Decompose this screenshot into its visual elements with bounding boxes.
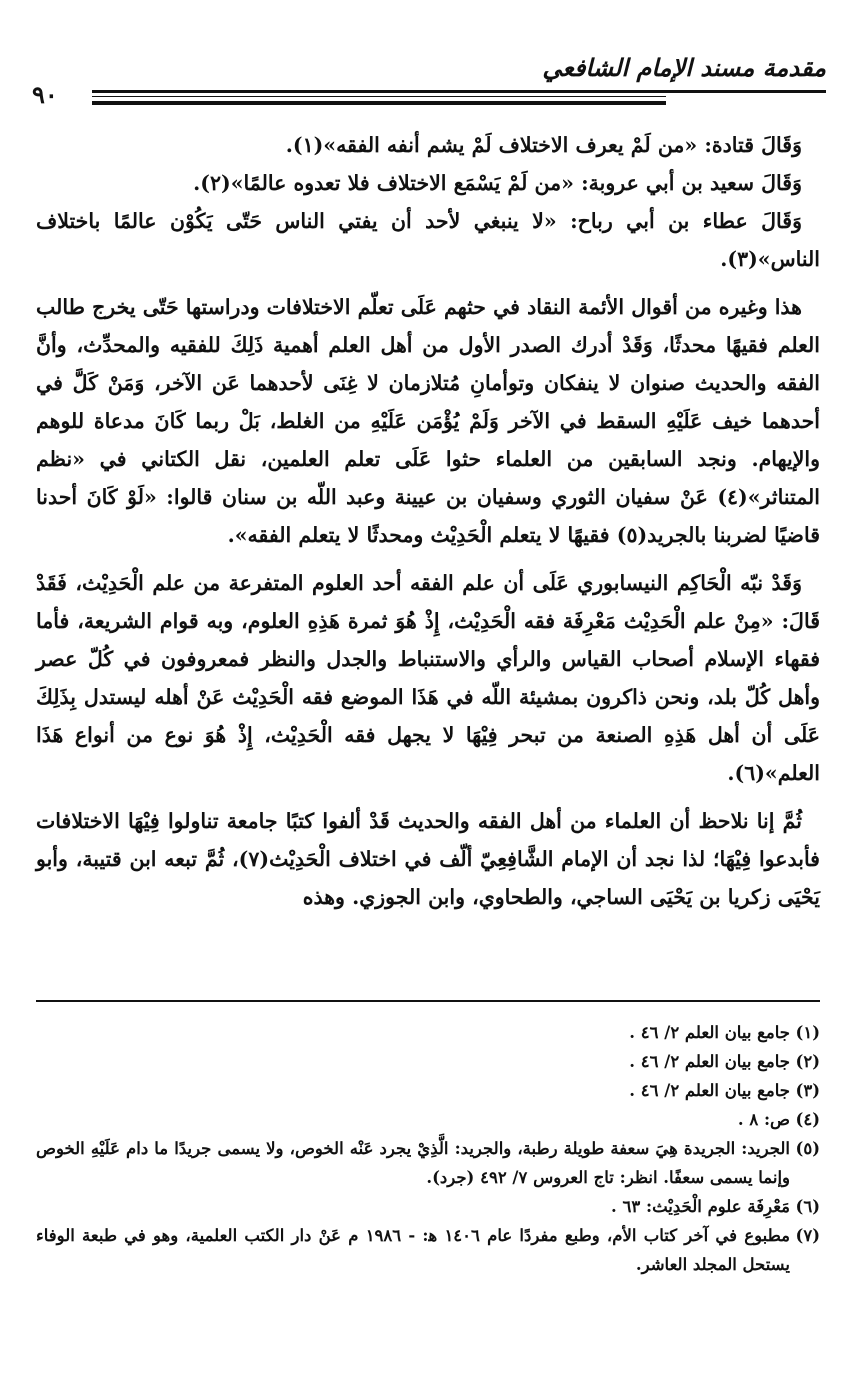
footnote-number: (٧) xyxy=(795,1226,820,1245)
body-paragraph: وَقَالَ قتادة: «من لَمْ يعرف الاختلاف لَمْ يشم أنفه الفقه»(١). xyxy=(285,133,802,157)
running-header-title: مقدمة مسند الإمام الشافعي xyxy=(542,53,826,82)
footnote xyxy=(36,1047,820,1076)
body-paragraph: وَقَالَ عطاء بن أبي رباح: «لا ينبغي لأحد أن يفتي الناس حَتّى يَكُوْن عالمًا باختلاف الناس»(٣). xyxy=(36,209,820,271)
footnote xyxy=(36,1192,820,1221)
footnote-number: (٦) xyxy=(795,1197,820,1216)
footnote-number: (٢) xyxy=(795,1052,820,1071)
header-rule-thick xyxy=(92,101,666,105)
body-paragraph: وَقَدْ نبّه الْحَاكِم النيسابوري عَلَى أن علم الفقه أحد العلوم المتفرعة من علم الْحَدِيْث، فَقَدْ قَالَ: «مِنْ علم الْحَدِيْث مَعْرِفَة فقه الْحَدِيْث، إِذْ هُوَ ثمرة هَذِهِ العلوم، وبه قوام الشريعة، فأما فقهاء الإسلام أصحاب القياس والرأي والاستنباط والجدل والنظر فمعروفون في كُلّ عصر وأهل كُلّ بلد، ونحن ذاكرون بمشيئة اللّه في هَذَا الموضع فقه الْحَدِيْث عَنْ أهله ليستدل بِذَلِكَ عَلَى أن أهل هَذِهِ الصنعة من تبحر فِيْهَا لا يجهل فقه الْحَدِيْث، إِذْ هُوَ نوع من أنواع هَذَا العلم»(٦). xyxy=(36,571,820,785)
footnote-text: جامع بيان العلم ٢/ ٤٦ . xyxy=(629,1023,790,1042)
footnote-text: جامع بيان العلم ٢/ ٤٦ . xyxy=(629,1052,790,1071)
page-number: ٩٠ xyxy=(32,80,58,109)
footnote-text: الجريد: الجريدة هِيَ سعفة طويلة رطبة، والجريد: الَّذِيْ يجرد عَنْه الخوص، ولا يسمى جريدًا ما دام عَلَيْهِ الخوص وإنما يسمى سعفًا. انظر: تاج العروس ٧/ ٤٩٢ (جرد). xyxy=(36,1139,790,1187)
body-paragraph: ثُمَّ إنا نلاحظ أن العلماء من أهل الفقه والحديث قَدْ ألفوا كتبًا جامعة تناولوا فِيْهَا الاختلافات فأبدعوا فِيْهَا؛ لذا نجد أن الإمام الشَّافِعِيّ ألّف في اختلاف الْحَدِيْث(٧)، ثُمَّ تبعه ابن قتيبة، وأبو يَحْيَى زكريا بن يَحْيَى الساجي، والطحاوي، وابن الجوزي. وهذه xyxy=(36,809,820,909)
header-rule xyxy=(92,90,826,93)
header-rule-thin xyxy=(92,96,666,97)
footnote-number: (٣) xyxy=(795,1081,820,1100)
footnote xyxy=(36,1134,820,1192)
footnote-text: مَعْرِفَة علوم الْحَدِيْث: ٦٣ . xyxy=(611,1197,790,1216)
footnote xyxy=(36,1221,820,1279)
footnote-number: (٥) xyxy=(795,1139,820,1158)
footnote-number: (٤) xyxy=(795,1110,820,1129)
footnote-text: ص: ٨ . xyxy=(737,1110,790,1129)
main-text xyxy=(36,126,820,916)
body-paragraph: هذا وغيره من أقوال الأئمة النقاد في حثهم عَلَى تعلّم الاختلافات ودراستها حَتّى يخرج طالب العلم فقيهًا محدثًا، وَقَدْ أدرك الصدر الأول من أهل العلم أهمية ذَلِكَ للفقيه والمحدِّث، وأنَّ الفقه والحديث صنوان لا ينفكان وتوأمانِ مُتلازمان لا غِنَى لأحدهما عَن الآخر، وَمَنْ كَلَّ في أحدهما خيف عَلَيْهِ السقط في الآخر وَلَمْ يُؤْمَن عَلَيْهِ من الغلط، بَلْ ربما كَانَ مدعاة للوهم والإيهام. ونجد السابقين من العلماء حثوا عَلَى تعلم العلمين، نقل الكتاني في «نظم المتناثر»(٤) عَنْ سفيان الثوري وسفيان بن عيينة وعبد اللّه بن سنان قالوا: «لَوْ كَانَ أحدنا قاضيًا لضربنا بالجريد(٥) فقيهًا لا يتعلم الْحَدِيْث ومحدثًا لا يتعلم الفقه». xyxy=(36,295,820,547)
footnote-number: (١) xyxy=(795,1023,820,1042)
footnote xyxy=(36,1018,820,1047)
footnote-text: مطبوع في آخر كتاب الأم، وطبع مفردًا عام ١٤٠٦ ه‍: - ١٩٨٦ م عَنْ دار الكتب العلمية، وهو في طبعة الوفاء يستحل المجلد العاشر. xyxy=(36,1226,790,1274)
footnote xyxy=(36,1076,820,1105)
footnote xyxy=(36,1105,820,1134)
footnotes xyxy=(36,1018,820,1279)
footnote-text: جامع بيان العلم ٢/ ٤٦ . xyxy=(629,1081,790,1100)
body-paragraph: وَقَالَ سعيد بن أبي عروبة: «من لَمْ يَسْمَع الاختلاف فلا تعدوه عالمًا»(٢). xyxy=(193,171,802,195)
